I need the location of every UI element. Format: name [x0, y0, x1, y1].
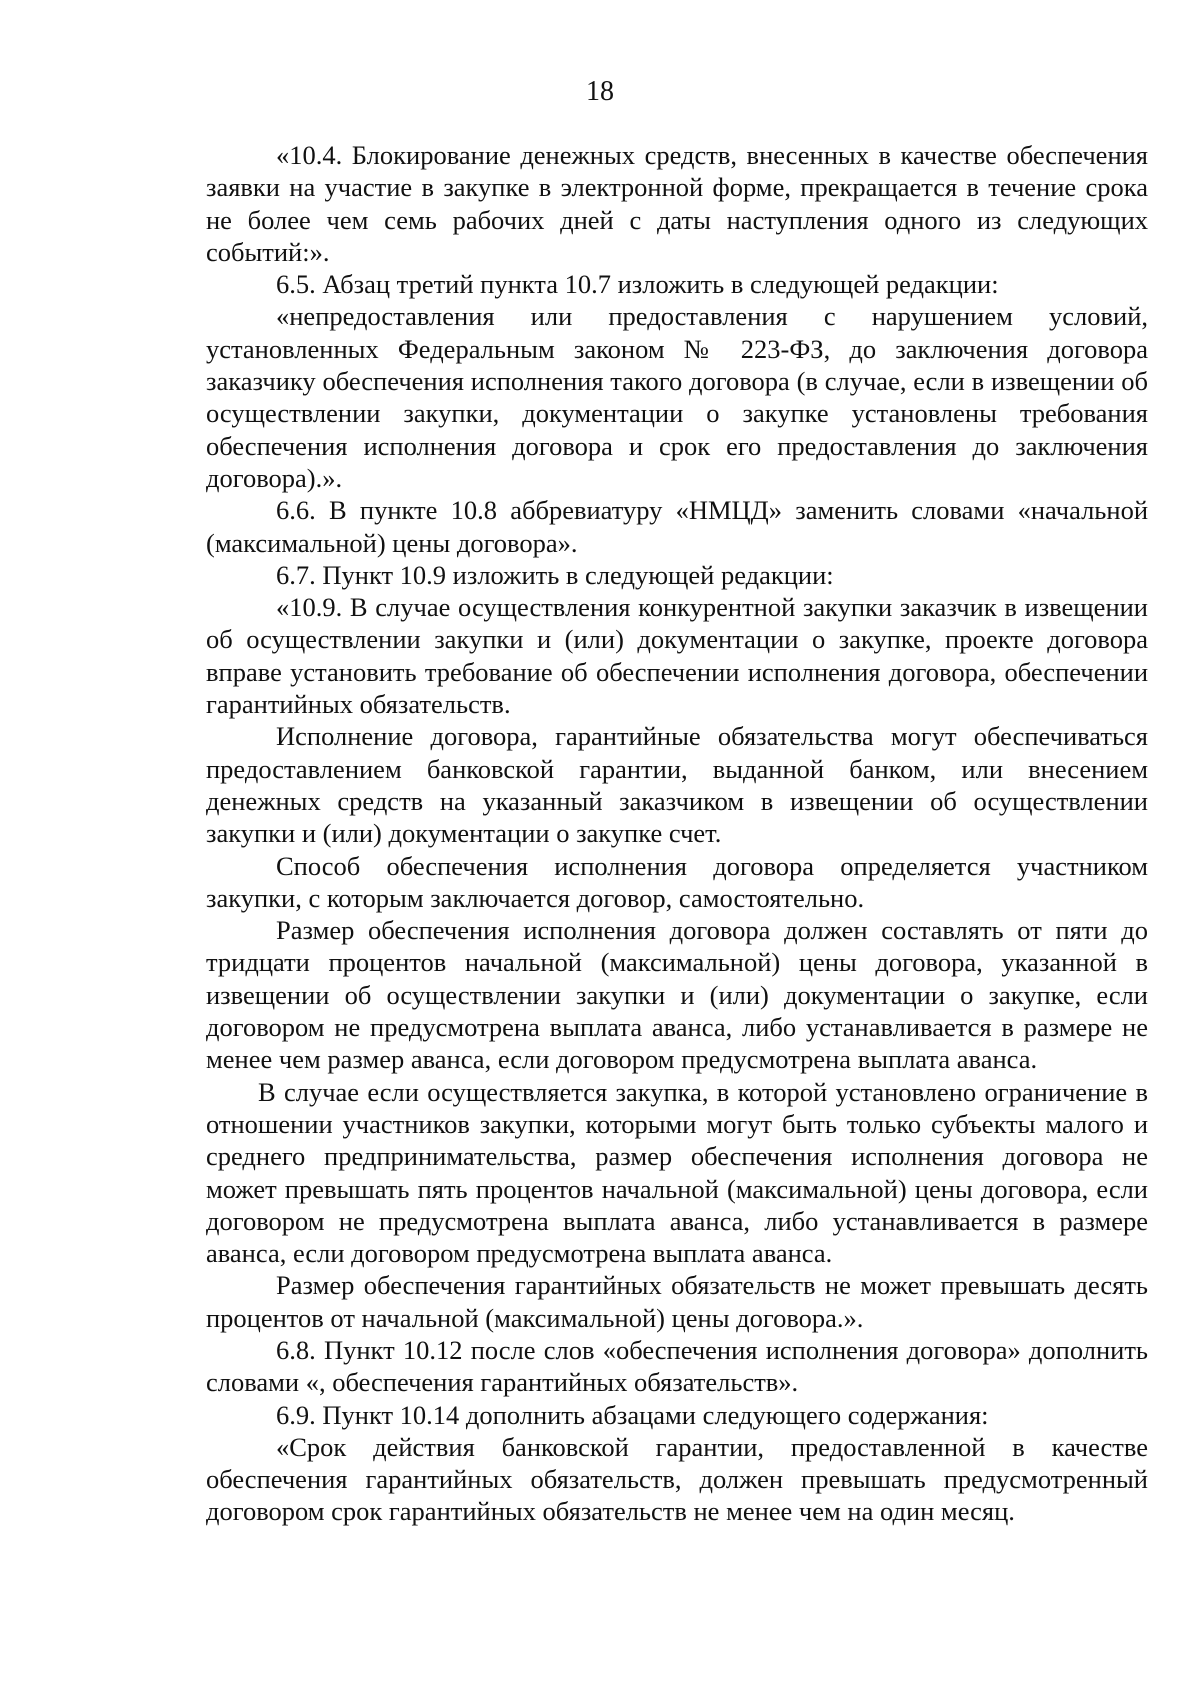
- paragraph-security-size: Размер обеспечения исполнения договора должен составлять от пяти до тридцати процентов начальной (максимальной) цены договора, указанной в извещении об осуществлении закупки и (или) документации о закупке, если договором не предусмотрена выплата аванса, либо устанавливается в размере не менее чем размер аванса, если договором предусмотрена выплата аванса.: [206, 915, 1148, 1075]
- paragraph-6-9: 6.9. Пункт 10.14 дополнить абзацами следующего содержания:: [276, 1399, 989, 1430]
- paragraph-6-6: 6.6. В пункте 10.8 аббревиатуру «НМЦД» заменить словами «начальной (максимальной) цены договора».: [206, 495, 1148, 558]
- paragraph-guarantee-means: Исполнение договора, гарантийные обязательства могут обеспечиваться предоставлением банковской гарантии, выданной банком, или внесением денежных средств на указанный заказчиком в извещении об осуществлении закупки и (или) документации о закупке счет.: [206, 721, 1148, 849]
- paragraph-10-9: «10.9. В случае осуществления конкурентной закупки заказчик в извещении об осуществлении закупки и (или) документации о закупке, проекте договора вправе установить требование об обеспечении исполнения договора, обеспечении гарантийных обязательств.: [206, 592, 1148, 720]
- paragraph-6-8: 6.8. Пункт 10.12 после слов «обеспечения исполнения договора» дополнить словами «, обеспечения гарантийных обязательств».: [206, 1334, 1148, 1398]
- page-number: 18: [586, 76, 614, 107]
- paragraph-sme-limit: В случае если осуществляется закупка, в которой установлено ограничение в отношении участников закупки, которыми могут быть только субъекты малого и среднего предпринимательства, размер обеспечения исполнения договора не может превышать пять процентов начальной (максимальной) цены договора, если договором не предусмотрена выплата аванса, либо устанавливается в размере аванса, если договором предусмотрена выплата аванса.: [206, 1076, 1148, 1269]
- paragraph-warranty-size: Размер обеспечения гарантийных обязательств не может превышать десять процентов от начальной (максимальной) цены договора.».: [206, 1270, 1148, 1333]
- paragraph-bank-guarantee-term: «Срок действия банковской гарантии, предоставленной в качестве обеспечения гарантийных обязательств, должен превышать предусмотренный договором срок гарантийных обязательств не менее чем на один месяц.: [206, 1431, 1148, 1527]
- paragraph-security-method: Способ обеспечения исполнения договора определяется участником закупки, с которым заключается договор, самостоятельно.: [206, 850, 1148, 913]
- paragraph-10-4: «10.4. Блокирование денежных средств, внесенных в качестве обеспечения заявки на участие в закупке в электронной форме, прекращается в течение срока не более чем семь рабочих дней с даты наступления одного из следующих событий:».: [206, 140, 1148, 267]
- paragraph-6-5-text: «непредоставления или предоставления с нарушением условий, установленных Федеральным законом № 223-ФЗ, до заключения договора заказчику обеспечения исполнения такого договора (в случае, если в извещении об осуществлении закупки, документации о закупке установлены требования обеспечения исполнения договора и срок его предоставления до заключения договора).».: [206, 301, 1148, 493]
- paragraph-6-5: 6.5. Абзац третий пункта 10.7 изложить в следующей редакции:: [276, 269, 999, 300]
- document-body: [206, 139, 1148, 1528]
- paragraph-6-7: 6.7. Пункт 10.9 изложить в следующей редакции:: [276, 559, 834, 590]
